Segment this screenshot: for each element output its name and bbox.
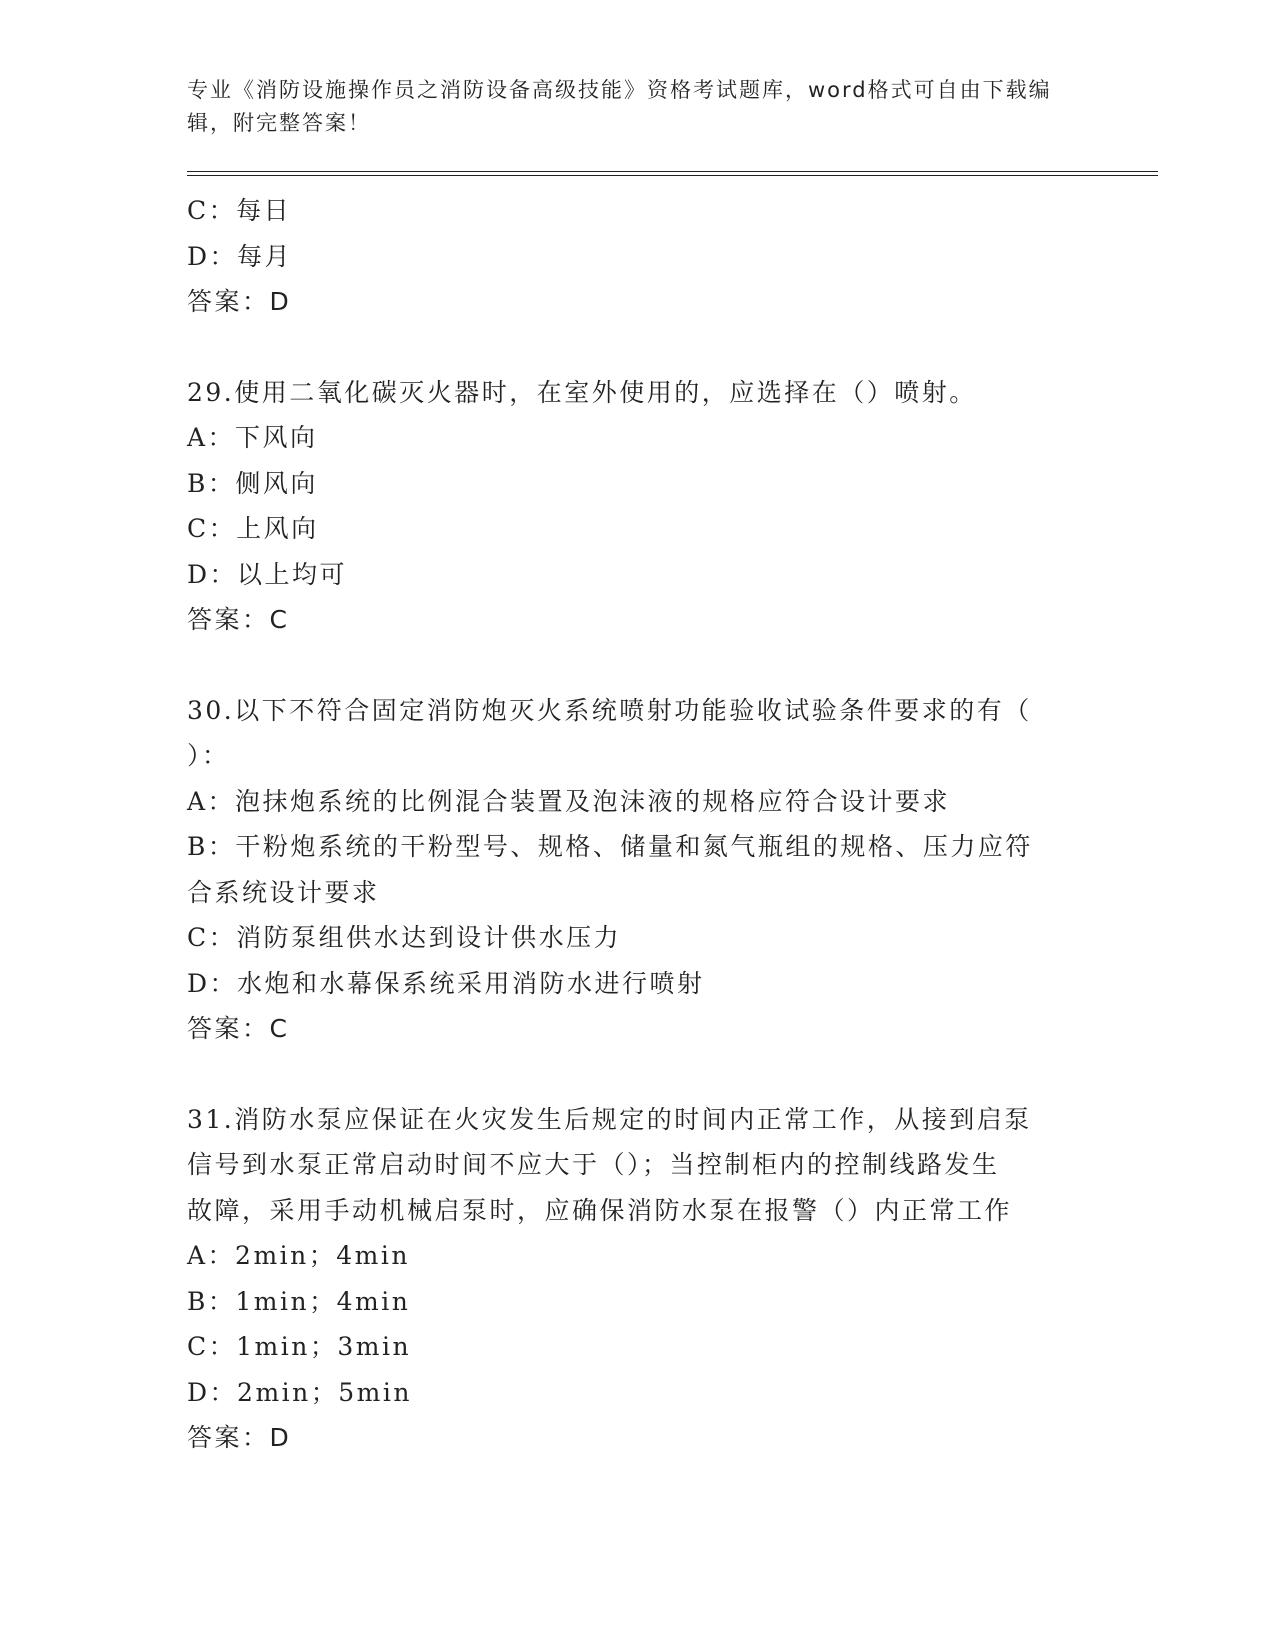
question-stem-line-2: 信号到水泵正常启动时间不应大于（）；当控制柜内的控制线路发生	[187, 1150, 1000, 1179]
option-d: D：2min；5min	[187, 1377, 412, 1407]
question-stem-line-3: 故障，采用手动机械启泵时，应确保消防水泵在报警（）内正常工作	[187, 1195, 1013, 1225]
answer-line: 答案：C	[187, 605, 290, 634]
question-list	[187, 188, 1087, 1461]
option-d: D：以上均可	[187, 559, 348, 589]
question-29	[187, 370, 1087, 643]
option-d: D：每月	[187, 241, 293, 271]
answer-line: 答案：C	[187, 1014, 290, 1043]
option-b: B：1min；4min	[187, 1286, 411, 1316]
option-c: C：上风向	[187, 514, 319, 543]
header-rule-bottom	[187, 175, 1158, 176]
option-a: A：泡抹炮系统的比例混合装置及泡沫液的规格应符合设计要求	[187, 786, 951, 816]
question-stem-line-1: 30.以下不符合固定消防炮灭火系统喷射功能验收试验条件要求的有（	[187, 695, 1032, 725]
option-b: B：侧风向	[187, 468, 318, 498]
question-stem-line-1: 31.消防水泵应保证在火灾发生后规定的时间内正常工作，从接到启泵	[187, 1104, 1032, 1134]
question-31	[187, 1097, 1087, 1461]
header-text: 专业《消防设施操作员之消防设备高级技能》资格考试题库，word格式可自由下载编辑，附完整答案！	[187, 78, 1052, 135]
option-b-continued: 合系统设计要求	[187, 877, 380, 907]
answer-line: 答案：D	[187, 1423, 292, 1452]
previous-question-tail	[187, 188, 1087, 325]
answer-line: 答案：D	[187, 287, 292, 316]
question-stem-line-2: ）：	[187, 741, 230, 770]
option-c: C：消防泵组供水达到设计供水压力	[187, 923, 622, 952]
option-b: B：干粉炮系统的干粉型号、规格、储量和氮气瓶组的规格、压力应符	[187, 832, 1033, 861]
option-d: D：水炮和水幕保系统采用消防水进行喷射	[187, 968, 705, 998]
option-a: A：下风向	[187, 423, 318, 452]
header-rule-top	[187, 171, 1158, 172]
option-a: A：2min；4min	[187, 1241, 410, 1270]
question-30	[187, 688, 1087, 1052]
document-header	[187, 74, 1087, 140]
option-c: C：1min；3min	[187, 1332, 412, 1361]
question-stem: 29.使用二氧化碳灭火器时，在室外使用的，应选择在（）喷射。	[187, 377, 977, 407]
option-c: C：每日	[187, 196, 292, 225]
